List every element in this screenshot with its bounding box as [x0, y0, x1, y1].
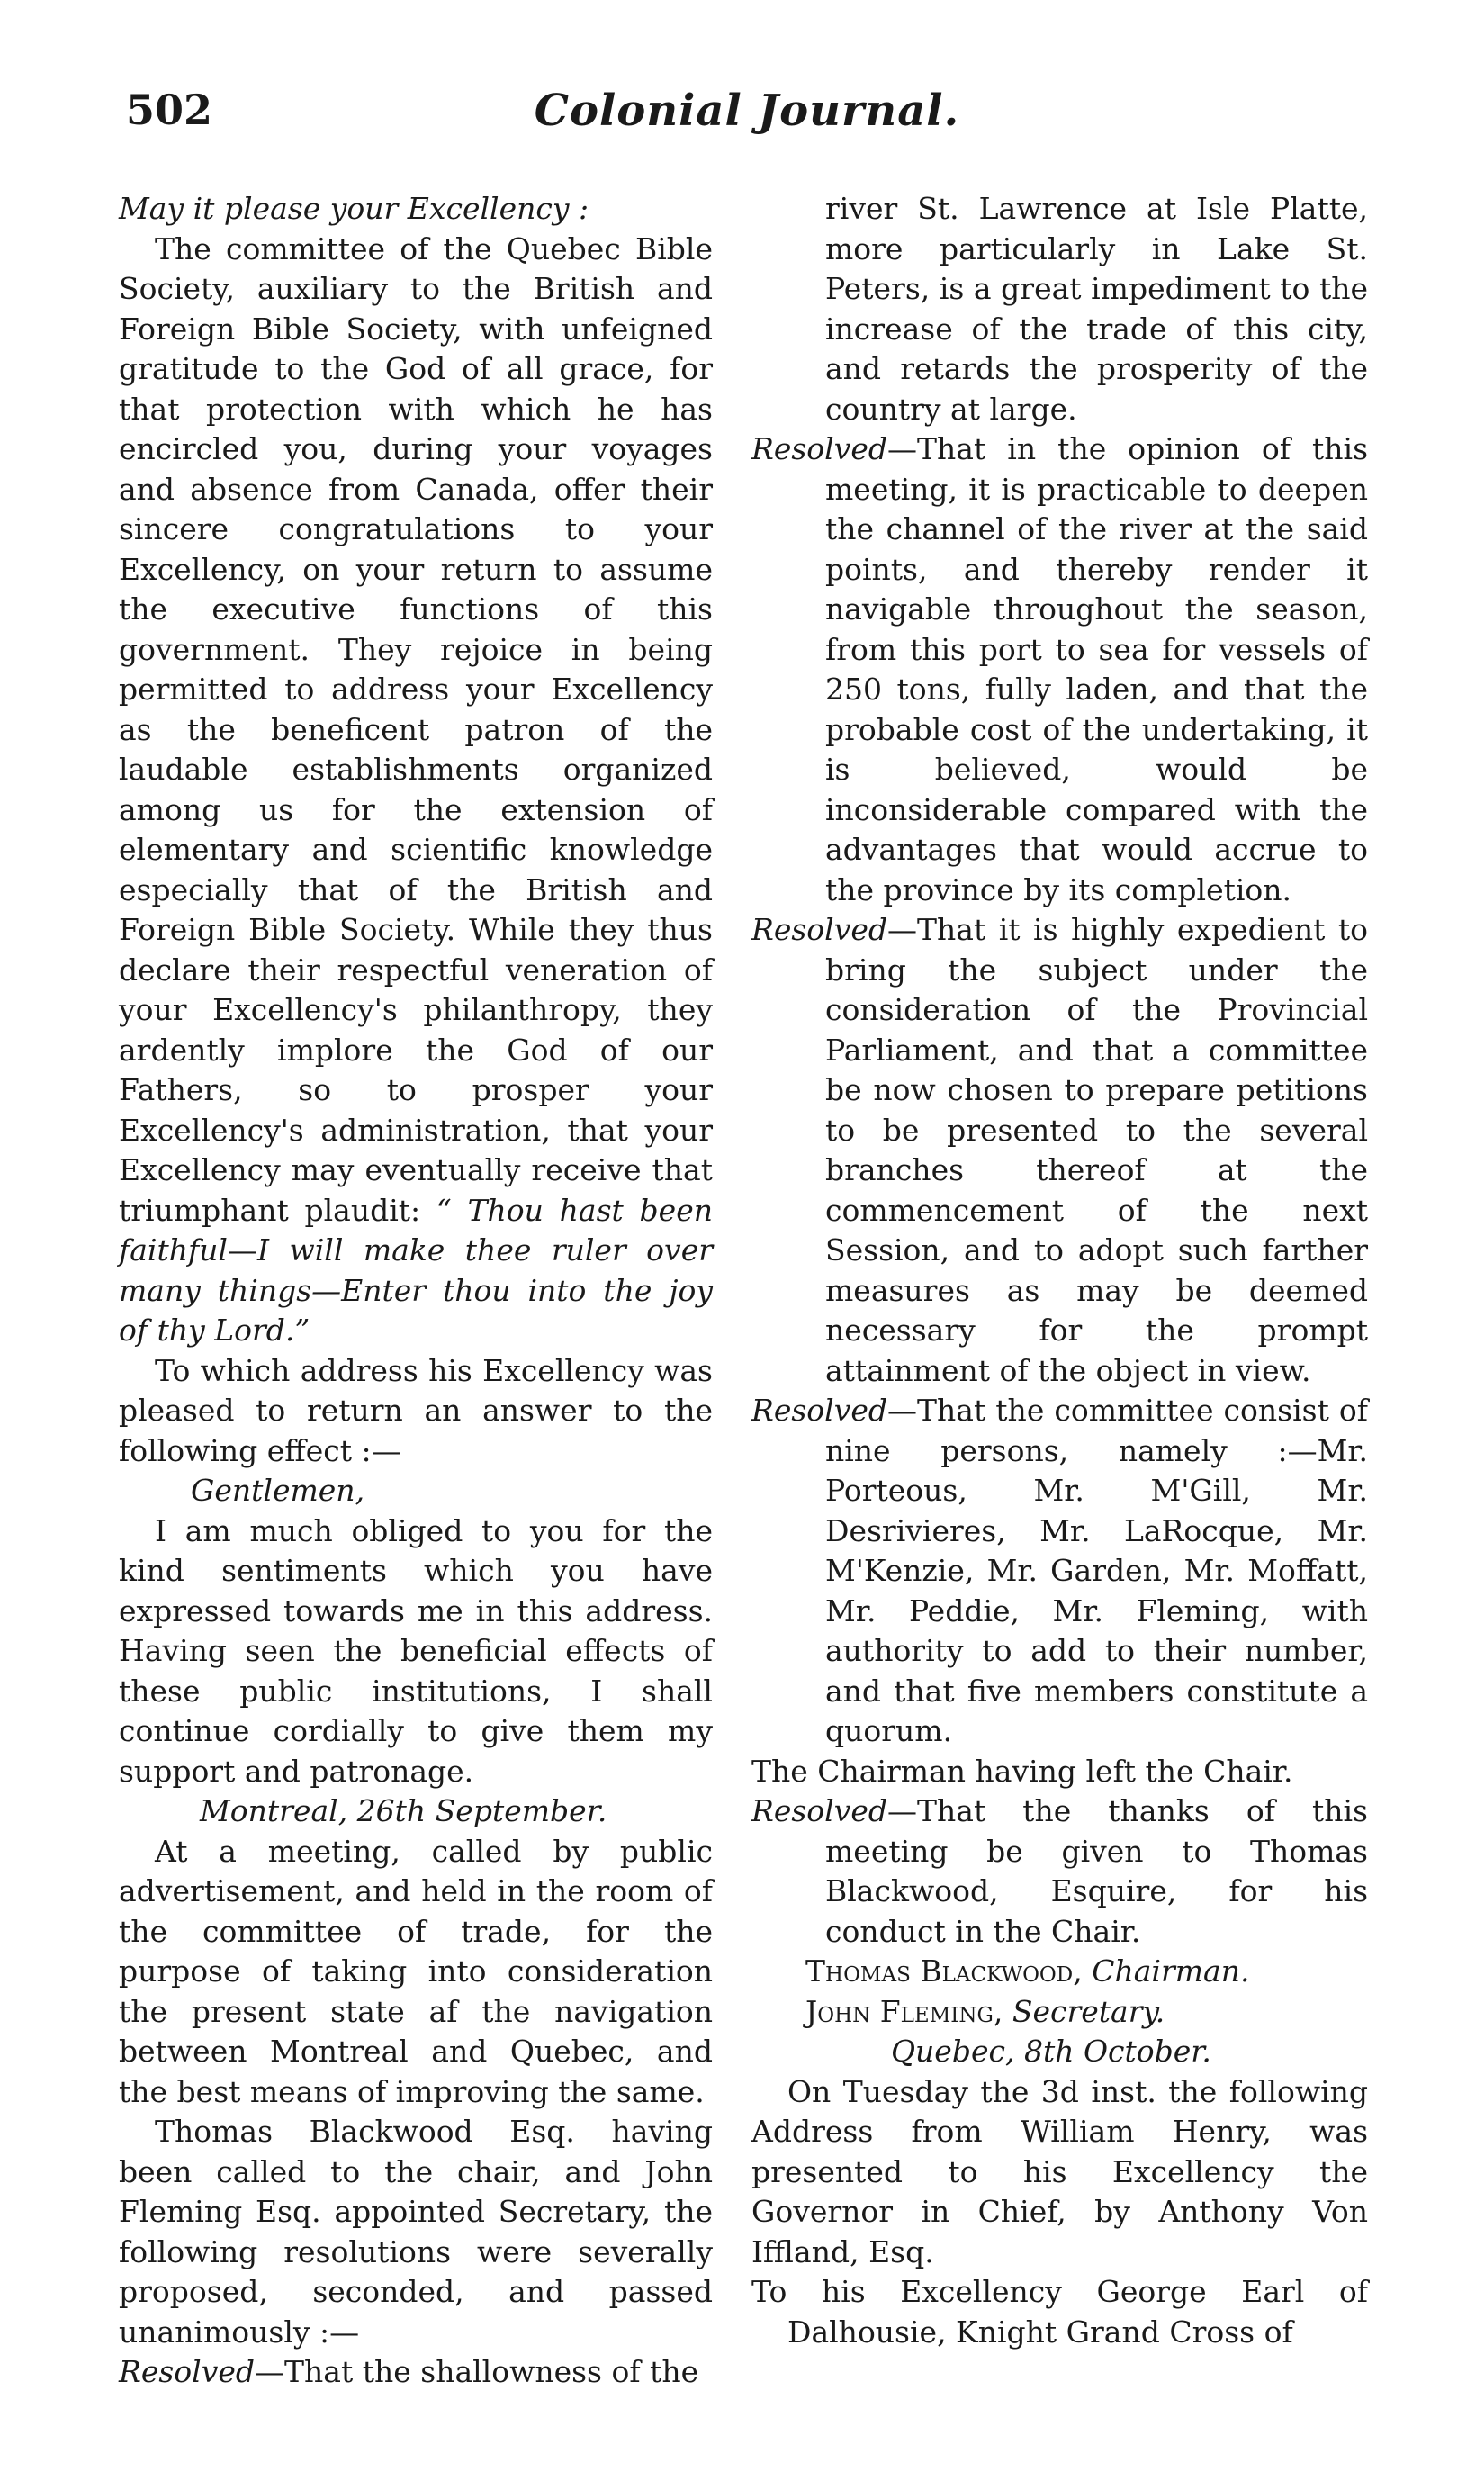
page-number: 502 [126, 86, 213, 134]
resolution-5 [751, 1791, 1368, 1952]
chair-paragraph: Thomas Blackwood Esq. having been called to the chair, and John Fleming Esq. appointed Secretary, the following resolutions were severally proposed, seconded, and passed unanimously :— [119, 2114, 713, 2350]
left-column [119, 189, 713, 2393]
chairman-left-line: The Chairman having left the Chair. [751, 1753, 1293, 1789]
running-title: Colonial Journal. [534, 86, 960, 136]
resolved-label: Resolved [751, 1793, 888, 1828]
resolved-label: Resolved [751, 1393, 888, 1428]
address-quote: “ Thou hast been faithful—I will make thee ruler over many things—Enter thou into the joy of thy Lord.” [119, 1192, 713, 1348]
resolution-2 [751, 429, 1368, 910]
signature-name: John Fleming, [805, 1993, 1003, 2029]
reply-body: I am much obliged to you for the kind sentiments which you have expressed towards me in this address. Having seen the beneficial effects of these public institutions, I shall continue cordially to give them my support and patronage. [119, 1512, 713, 1789]
meeting-paragraph: At a meeting, called by public advertisement, and held in the room of the committee of trade, for the purpose of taking into consideration the present state af the navigation between Montreal and Quebec, and the best means of improving the same. [119, 1833, 713, 2109]
signature-chairman [751, 1952, 1368, 1992]
right-column [751, 189, 1368, 2352]
to-his-excellency-line: To his Excellency George Earl of Dalhousie, Knight Grand Cross of [751, 2274, 1368, 2350]
resolution-3-text: —That it is highly expedient to bring the subject under the consideration of the Provincial Parliament, and that a committee be now chosen to prepare petitions to be presented to the several branches thereof at the commencement of the next Session, and to adopt such farther measures as may be deemed necessary for the prompt attainment of the object in view. [825, 912, 1368, 1388]
resolution-2-text: —That in the opinion of this meeting, it is practicable to deepen the channel of the river at the said points, and thereby render it navigable throughout the season, from this port to sea for vessels of 250 tons, fully laden, and that the probable cost of the undertaking, it is believed, would be inconsiderable compared with the advantages that would accrue to the province by its completion. [825, 431, 1368, 907]
resolution-5-text: —That the thanks of this meeting be given to Thomas Blackwood, Esquire, for his conduct in the Chair. [825, 1793, 1368, 1949]
resolved-label: Resolved [119, 2354, 256, 2389]
resolution-1-start [119, 2352, 713, 2393]
resolution-4-text: —That the committee consist of nine persons, namely :—Mr. Porteous, Mr. M'Gill, Mr. Desrivieres, Mr. LaRocque, Mr. M'Kenzie, Mr. Garden, Mr. Moffatt, Mr. Peddie, Mr. Fleming, with authority to add to their number, and that five members constitute a quorum. [825, 1393, 1368, 1748]
quebec-dateline: Quebec, 8th October. [891, 2034, 1211, 2069]
resolution-3 [751, 910, 1368, 1391]
signature-name: Thomas Blackwood, [805, 1953, 1083, 1989]
address-salutation: May it please your Excellency : [119, 191, 589, 226]
signature-role: Chairman. [1092, 1953, 1250, 1989]
montreal-dateline: Montreal, 26th September. [200, 1793, 607, 1828]
reply-salutation: Gentlemen, [191, 1473, 365, 1508]
signature-secretary [751, 1992, 1368, 2033]
tuesday-paragraph: On Tuesday the 3d inst. the following Address from William Henry, was presented to his Excellency the Governor in Chief, by Anthony Von Iffland, Esq. [751, 2073, 1368, 2269]
signature-role: Secretary. [1012, 1993, 1165, 2029]
resolution-1-continued: river St. Lawrence at Isle Platte, more particularly in Lake St. Peters, is a great impediment to the increase of the trade of this city, and retards the prosperity of the country at large. [825, 191, 1368, 427]
reply-intro: To which address his Excellency was pleased to return an answer to the following effect :— [119, 1352, 713, 1468]
resolved-label: Resolved [751, 431, 888, 466]
address-paragraph [119, 230, 713, 1351]
page-header [126, 86, 1368, 140]
address-body: The committee of the Quebec Bible Society, auxiliary to the British and Foreign Bible Society, with unfeigned gratitude to the God of all grace, for that protection with which he has encircled you, during your voyages and absence from Canada, offer their sincere congratulations to your Excellency, on your return to assume the executive functions of this government. They rejoice in being permitted to address your Excellency as the beneficent patron of the laudable establishments organized among us for the extension of elementary and scientific knowledge especially that of the British and Foreign Bible Society. While they thus declare their respectful veneration of your Excellency's philanthropy, they ardently implore the God of our Fathers, so to prosper your Excellency's administration, that your Excellency may eventually receive that triumphant plaudit: [119, 230, 713, 1228]
resolution-1-text: —That the shallowness of the [255, 2354, 699, 2389]
resolution-4 [751, 1391, 1368, 1752]
resolved-label: Resolved [751, 912, 888, 947]
